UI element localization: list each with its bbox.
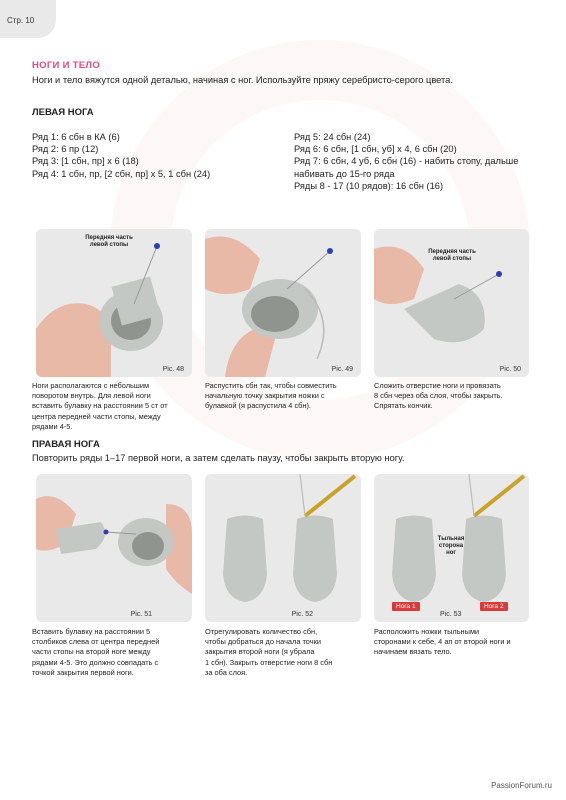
label-line: сторона <box>438 543 464 549</box>
photo-49-pic: Pic. 49 <box>331 366 353 373</box>
photo-53-pic: Pic. 53 <box>440 611 462 618</box>
caption-line: точкой закрытия первой ноги. <box>32 667 134 677</box>
caption-line: Вставить булавку на расстоянии 5 <box>32 627 151 636</box>
caption-line: Распустить сбн так, чтобы совместить <box>205 381 337 390</box>
caption-line: Ноги располагаются с небольшим <box>32 381 150 390</box>
caption-line: Спрятать кончик. <box>374 401 433 411</box>
caption-line: булавкой (я распустила 4 сбн). <box>205 401 311 411</box>
photo-50-pic: Pic. 50 <box>499 366 521 373</box>
row-text: Ряд 2: 6 пр (12) <box>32 144 99 155</box>
caption-52 <box>205 627 332 678</box>
row-text: Ряд 3: [1 сбн, пр] х 6 (18) <box>32 156 139 167</box>
photo-52-pic: Pic. 52 <box>291 611 313 618</box>
leg1-label: Нога 1 <box>392 602 420 611</box>
caption-line: столбиков слева от центра передней <box>32 637 160 647</box>
caption-51 <box>32 627 159 678</box>
caption-line: центра передней части стопы, между <box>32 411 161 421</box>
left-leg-rows-col1 <box>32 131 210 180</box>
caption-line: вставить булавку на расстоянии 5 ст от <box>32 401 168 411</box>
label-line: ног <box>446 550 456 556</box>
right-leg-intro: Повторить ряды 1–17 первой ноги, а затем сделать паузу, чтобы закрыть вторую ногу. <box>32 453 405 463</box>
label-line: левой стопы <box>432 256 472 262</box>
footer-site: PassionForum.ru <box>491 781 552 790</box>
photo-49-image <box>205 229 361 377</box>
label-line: левой стопы <box>89 242 129 248</box>
photo-52-image <box>205 474 361 622</box>
label-line: Передняя часть <box>428 249 476 255</box>
caption-53 <box>374 627 511 658</box>
photo-50 <box>374 229 529 377</box>
caption-line: сторонами к себе, 4 ап от второй ноги и <box>374 637 511 647</box>
photo-48 <box>36 229 192 377</box>
leg2-label: Нога 2 <box>480 602 508 611</box>
photo-51 <box>36 474 192 622</box>
page-number: Стр. 10 <box>7 16 35 25</box>
row-text: Ряд 1: 6 сбн в КА (6) <box>32 132 120 142</box>
photo-52 <box>205 474 361 622</box>
row-text: Ряд 5: 24 сбн (24) <box>294 132 371 142</box>
photo-49 <box>205 229 361 377</box>
caption-line: 8 сбн через оба слоя, чтобы закрыть. <box>374 391 503 401</box>
photo-51-image <box>36 474 192 622</box>
photo-48-image <box>36 229 192 377</box>
caption-48 <box>32 381 168 432</box>
left-leg-title: ЛЕВАЯ НОГА <box>32 107 94 118</box>
right-leg-title: ПРАВАЯ НОГА <box>32 439 100 450</box>
caption-line: начинаем вязать тело. <box>374 647 452 657</box>
caption-line: Сложить отверстие ноги и провязать <box>374 381 501 390</box>
row-text: Ряд 6: 6 сбн, [1 сбн, уб] х 4, 6 сбн (20) <box>294 144 457 155</box>
photo-48-pic: Pic. 48 <box>162 366 184 373</box>
caption-line: части стопы на второй ноге между <box>32 647 151 657</box>
row-text: набивать до 15-го ряда <box>294 168 395 179</box>
row-text: Ряды 8 - 17 (10 рядов): 16 сбн (16) <box>294 180 444 191</box>
caption-49 <box>205 381 337 412</box>
photo-53-label <box>428 536 474 557</box>
photo-53 <box>374 474 529 622</box>
label-line: Тыльная <box>437 536 465 542</box>
caption-line: начальную точку закрытия ножки с <box>205 391 325 401</box>
caption-line: чтобы добраться до начала точки <box>205 637 321 647</box>
caption-line: закрытия второй ноги (я убрала <box>205 647 315 657</box>
caption-line: Отрегулировать количество сбн, <box>205 627 318 636</box>
caption-line: 1 сбн). Закрыть отверстие ноги 8 сбн <box>205 657 333 667</box>
section-intro: Ноги и тело вяжутся одной деталью, начиная с ног. Используйте пряжу серебристо-серого цвета. <box>32 75 453 85</box>
page-number-tab <box>0 0 56 38</box>
photo-48-label <box>74 235 144 249</box>
caption-line: за оба слоя. <box>205 667 248 677</box>
photo-51-pic: Pic. 51 <box>130 611 152 618</box>
photo-50-label <box>412 249 492 263</box>
caption-line: рядами 4-5. Это должно совпадать с <box>32 657 159 667</box>
caption-line: рядами 4-5. <box>32 421 73 431</box>
section-title: НОГИ И ТЕЛО <box>32 60 101 71</box>
caption-line: Расположить ножки тыльными <box>374 627 480 636</box>
left-leg-rows-col2 <box>294 131 518 192</box>
row-text: Ряд 4: 1 сбн, пр, [2 сбн, пр] х 5, 1 сбн (24) <box>32 168 211 179</box>
label-line: Передняя часть <box>85 235 133 241</box>
caption-line: поворотом внутрь. Для левой ноги <box>32 391 151 401</box>
row-text: Ряд 7: 6 сбн, 4 уб, 6 сбн (16) - набить стопу, дальше <box>294 156 519 167</box>
caption-50 <box>374 381 503 412</box>
